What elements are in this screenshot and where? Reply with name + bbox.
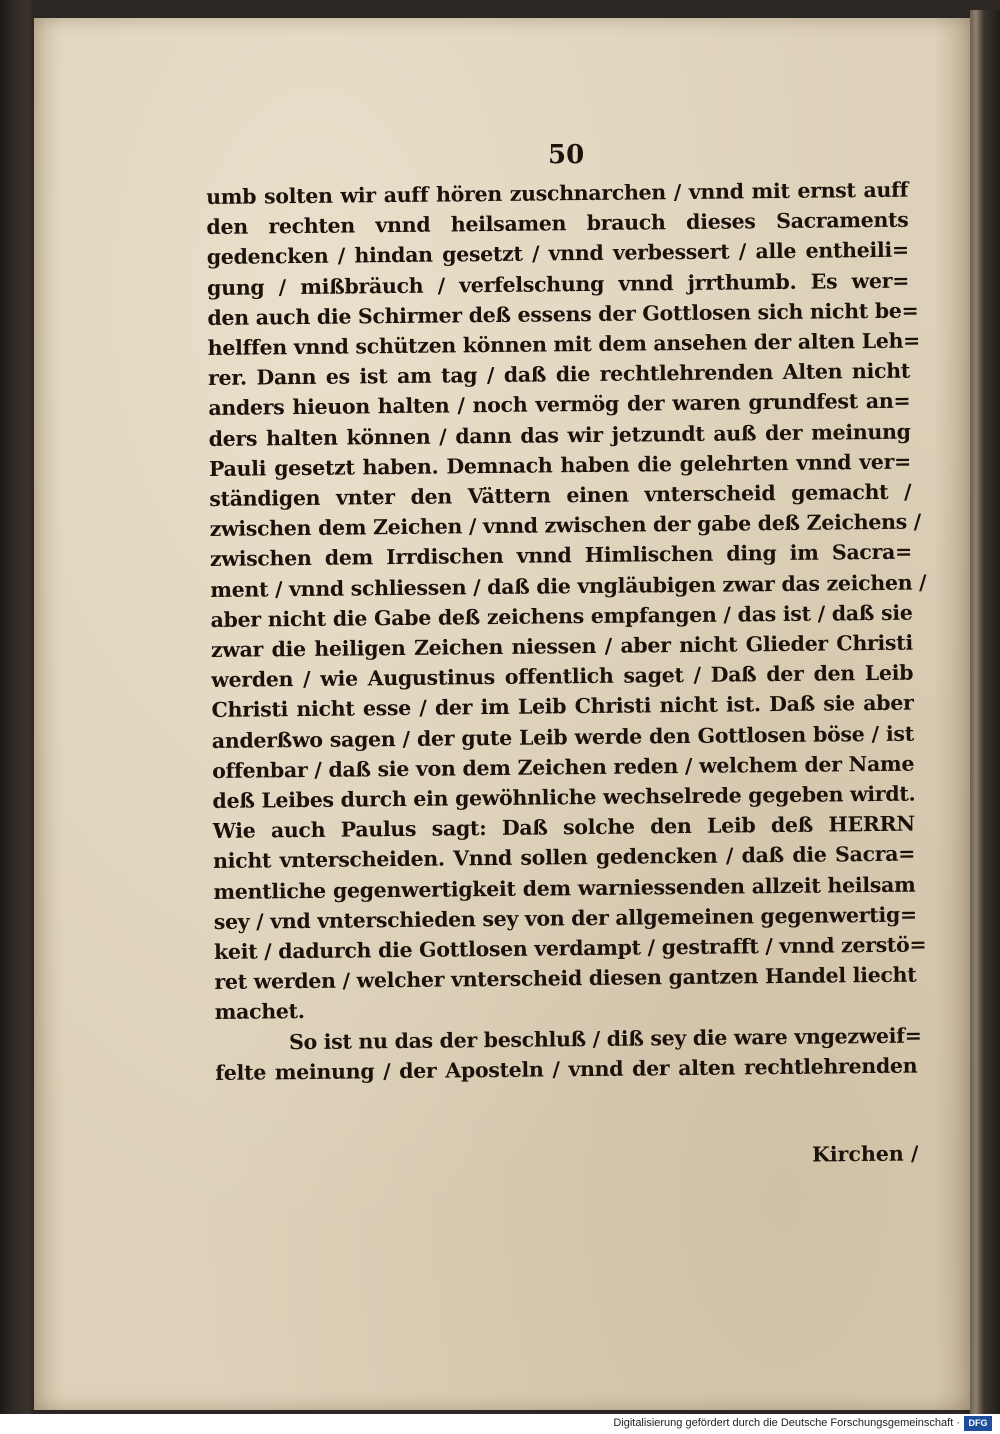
- text-line: ment / vnnd schliessen / daß die vngläubigen zwar das zeichen /: [210, 570, 927, 602]
- book-edge: [970, 10, 1000, 1414]
- text-line: rer. Dann es ist am tag / daß die rechtlehrenden Alten nicht: [207, 358, 911, 391]
- text-line: offenbar / daß sie von dem Zeichen reden / welchem der Name: [212, 751, 915, 783]
- text-line: gedencken / hindan gesetzt / vnnd verbessert / alle entheili=: [206, 238, 909, 270]
- text-line: ders halten können / dann das wir jetzundt auß der meinung: [208, 419, 911, 451]
- dfg-logo: DFG: [964, 1416, 992, 1431]
- text-line: machet.: [214, 999, 305, 1025]
- text-line: zwischen dem Irrdischen vnnd Himlischen ding im Sacra=: [209, 540, 913, 572]
- text-line: keit / dadurch die Gottlosen verdampt / gestrafft / vnnd zerstö=: [213, 932, 927, 965]
- text-line: felte meinung / der Aposteln / vnnd der alten rechtlehrenden: [215, 1053, 918, 1085]
- text-line: den rechten vnnd heilsamen brauch dieses Sacraments: [206, 207, 909, 240]
- text-line: anderßwo sagen / der gute Leib werde den Gottlosen böse / ist: [211, 721, 914, 753]
- text-line: deß Leibes durch ein gewöhnliche wechselrede gegeben wirdt.: [212, 781, 916, 814]
- text-line: zwar die heiligen Zeichen niessen / aber nicht Glieder Christi: [210, 630, 913, 663]
- footer-credit: Digitalisierung gefördert durch die Deutsche Forschungsgemeinschaft ·: [613, 1417, 960, 1429]
- text-line: ret werden / welcher vnterscheid diesen gantzen Handel liecht: [214, 962, 917, 995]
- text-line: So ist nu das der beschluß / diß sey die ware vngezweif=: [288, 1023, 922, 1054]
- text-line: aber nicht die Gabe deß zeichens empfangen / das ist / daß sie: [210, 600, 913, 632]
- page-number: 50: [548, 140, 585, 170]
- text-line: gung / mißbräuch / verfelschung vnnd jrrthumb. Es wer=: [206, 268, 910, 300]
- catchword: Kirchen /: [811, 1141, 919, 1167]
- text-line: umb solten wir auff hören zuschnarchen / vnnd mit ernst auff: [206, 177, 909, 209]
- text-line: Pauli gesetzt haben. Demnach haben die gelehrten vnnd ver=: [208, 449, 912, 481]
- text-line: nicht vnterscheiden. Vnnd sollen gedencken / daß die Sacra=: [212, 842, 916, 874]
- text-line: sey / vnd vnterschieden sey von der allgemeinen gegenwertig=: [213, 902, 917, 934]
- text-line: den auch die Schirmer deß essens der Gottlosen sich nicht be=: [207, 298, 919, 330]
- text-line: anders hieuon halten / noch vermög der waren grundfest an=: [208, 389, 911, 421]
- text-line: mentliche gegenwertigkeit dem warniessenden allzeit heilsam: [213, 872, 916, 904]
- text-line: ständigen vnter den Vättern einen vnterscheid gemacht /: [209, 479, 912, 512]
- text-line: werden / wie Augustinus offentlich saget / Daß der den Leib: [211, 660, 914, 693]
- page-text: [206, 175, 927, 1088]
- text-line: helffen vnnd schützen können mit dem ansehen der alten Leh=: [207, 328, 921, 361]
- text-line: Wie auch Paulus sagt: Daß solche den Leib deß HERRN: [212, 811, 915, 844]
- text-line: Christi nicht esse / der im Leib Christi nicht ist. Daß sie aber: [211, 691, 914, 723]
- text-line: zwischen dem Zeichen / vnnd zwischen der gabe deß Zeichens /: [209, 509, 922, 542]
